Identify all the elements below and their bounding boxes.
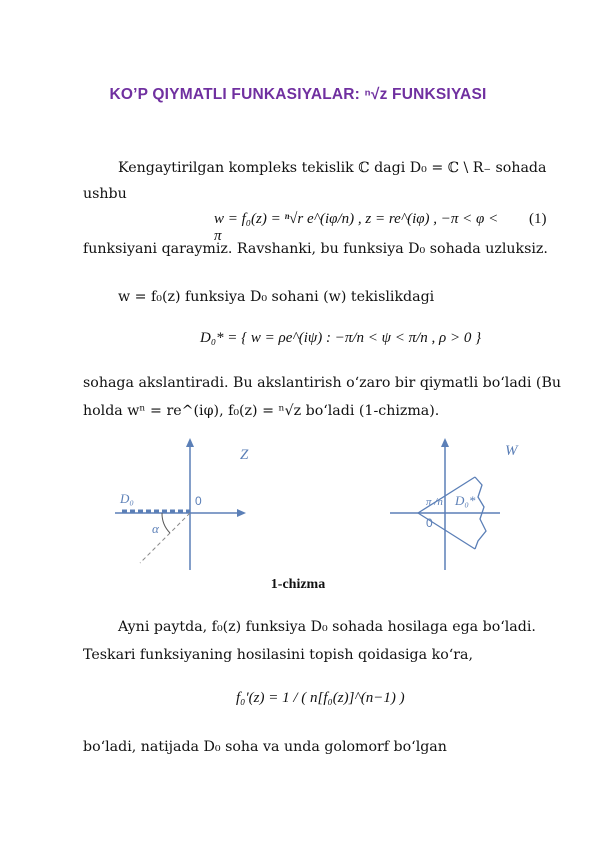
paragraph-derivative-line1: Ayni paytda, f₀(z) funksiya D₀ sohada hosilaga ega bo‘ladi.: [118, 619, 536, 635]
page-title: [0, 86, 596, 104]
w-origin-label: 0: [426, 516, 433, 530]
equation-3: [236, 690, 436, 707]
figure-caption: [0, 577, 596, 593]
paragraph-conclusion-text: bo‘ladi, natijada D₀ soha va unda golomorf bo‘lgan: [83, 739, 447, 755]
paragraph-derivative-line2-text: Teskari funksiyaning hosilasini topish qoidasiga ko‘ra,: [83, 647, 473, 663]
equation-1-text: w = f₀(z) = ⁿ√r e^(iφ/n) , z = re^(iφ) , −π < φ < π: [214, 211, 499, 244]
equation-3-text: f₀′(z) = 1 / ( n[f₀(z)]^(n−1) ): [236, 690, 405, 706]
title-text: KO’P QIYMATLI FUNKASIYALAR: ⁿ√z FUNKSIYASI: [109, 86, 487, 103]
paragraph-bijection-line2-text: holda wⁿ = re^(iφ), f₀(z) = ⁿ√z bo‘ladi (1-chizma).: [83, 403, 440, 419]
paragraph-derivative-line2: [83, 645, 563, 665]
paragraph-derivative: [118, 617, 563, 637]
paragraph-conclusion: [83, 737, 563, 757]
w-plane-diagram: [390, 438, 519, 570]
z-origin-label: 0: [195, 494, 202, 508]
paragraph-intro: [118, 158, 558, 178]
z-imag-axis-arrow: [186, 438, 194, 447]
z-angle-label: α: [152, 521, 159, 536]
w-angle-label: π /n: [426, 496, 443, 508]
paragraph-bijection: [83, 373, 563, 393]
figure-caption-text: 1-chizma: [270, 577, 326, 592]
z-angle-arc: [162, 513, 170, 533]
w-plane-label: W: [505, 443, 518, 459]
z-plane-diagram: [115, 438, 249, 570]
paragraph-mapping-text: w = f₀(z) funksiya D₀ sohani (w) tekislikdagi: [118, 289, 435, 305]
equation-1-number-text: (1): [529, 211, 547, 227]
z-plane-label: Z: [240, 447, 249, 463]
z-real-axis-arrow: [237, 509, 246, 517]
paragraph-intro-line2-text: ushbu: [83, 186, 127, 202]
w-imag-axis-arrow: [441, 438, 449, 447]
paragraph-intro-line1: Kengaytirilgan kompleks tekislik ℂ dagi D₀ = ℂ \ R₋ sohada: [118, 160, 547, 176]
z-angle-ray: [140, 513, 190, 563]
paragraph-mapping: [118, 287, 434, 307]
paragraph-continuity-text: funksiyani qaraymiz. Ravshanki, bu funksiya D₀ sohada uzluksiz.: [83, 241, 548, 257]
paragraph-continuity: [83, 239, 563, 259]
w-domain-label: D₀*: [455, 493, 476, 508]
z-domain-label: D₀: [120, 491, 134, 506]
equation-2-text: D₀* = { w = ρe^(iψ) : −π/n < ψ < π/n , ρ > 0 }: [200, 330, 482, 346]
equation-2: [200, 330, 500, 347]
paragraph-bijection-line1: sohaga akslantiradi. Bu akslantirish o‘zaro bir qiymatli bo‘ladi (Bu: [83, 375, 562, 391]
figure-1: [100, 435, 540, 575]
equation-1-number: [529, 211, 547, 228]
paragraph-intro-line2: [83, 184, 127, 204]
paragraph-bijection-line2: [83, 401, 563, 421]
